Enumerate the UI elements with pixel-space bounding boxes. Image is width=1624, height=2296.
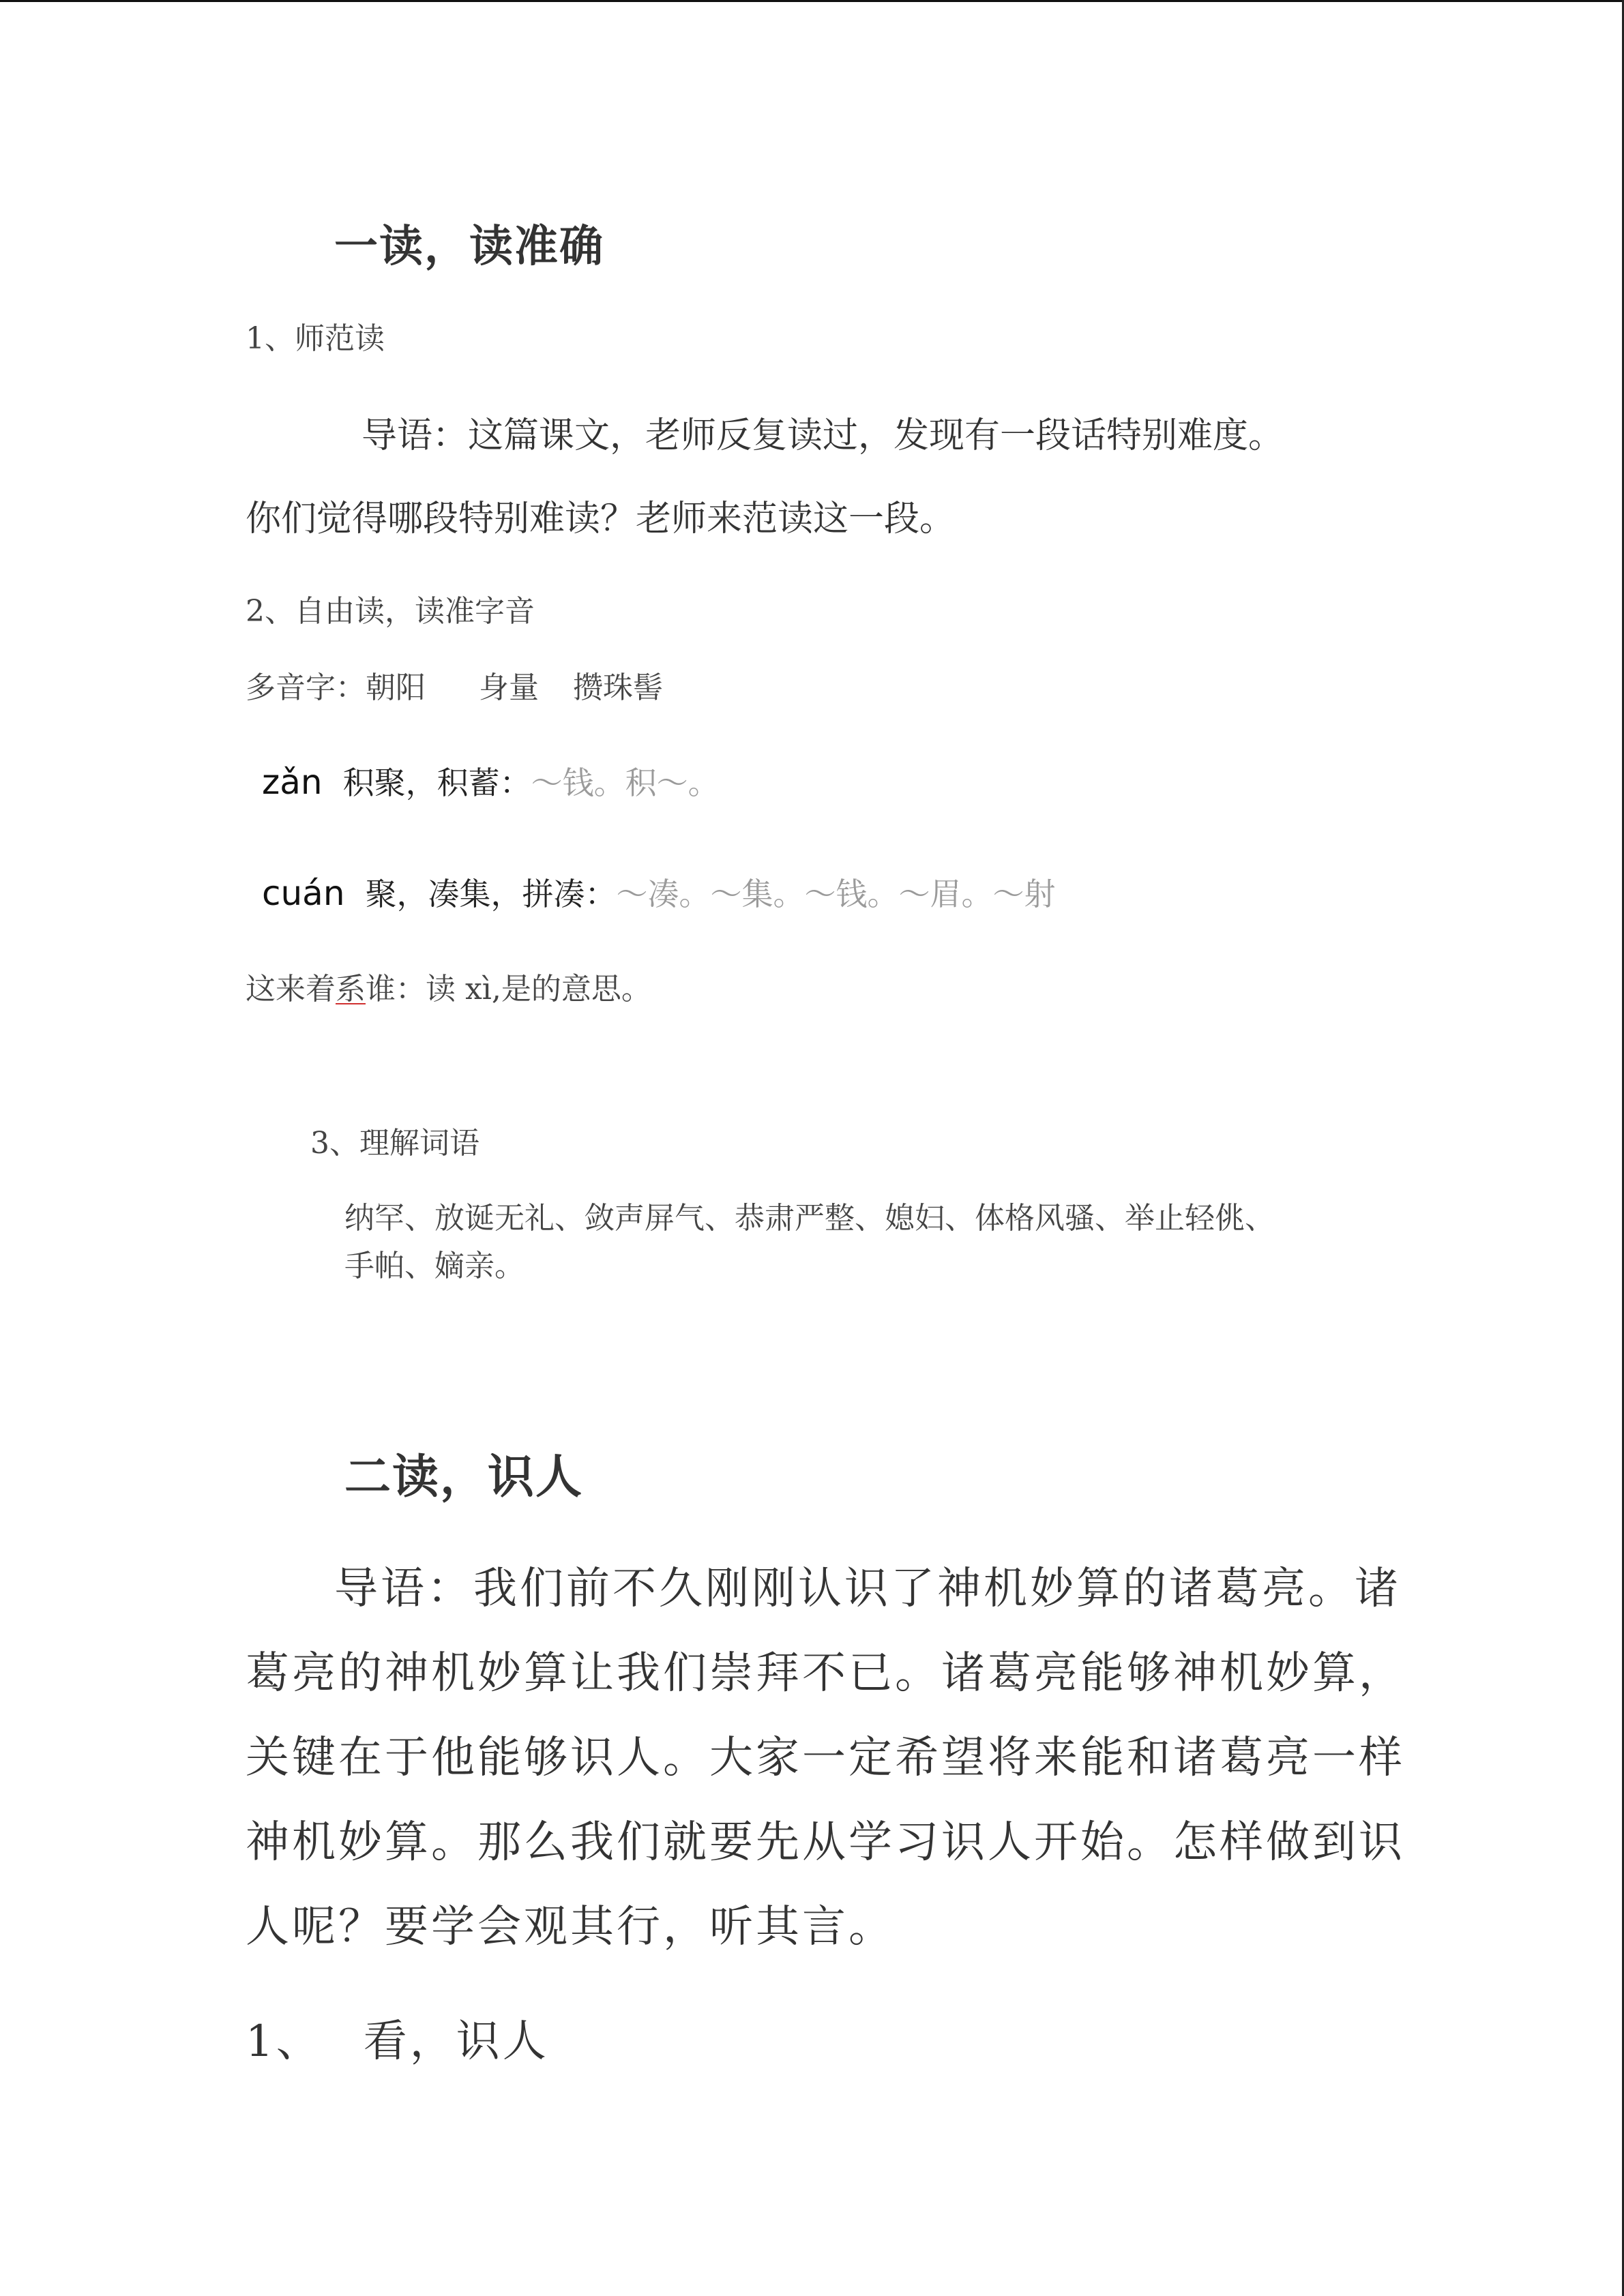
polyphonic-word: 身量 xyxy=(479,670,539,705)
xi-note xyxy=(246,964,651,1008)
page-top-border xyxy=(0,0,1624,2)
polyphonic-label: 多音字： xyxy=(246,670,366,705)
section2-item1-text: 看，识人 xyxy=(363,2016,549,2067)
section2-guide-line: 葛亮的神机妙算让我们崇拜不已。诸葛亮能够神机妙算， xyxy=(246,1648,1405,1699)
cuan-examples: ～凑。～集。～钱。～眉。～射 xyxy=(616,876,1056,912)
section1-guide-line2: 你们觉得哪段特别难读？老师来范读这一段。 xyxy=(246,498,956,539)
polyphonic-line xyxy=(246,663,663,706)
section2-item1-number: 1、 xyxy=(246,2016,323,2067)
section2-guide-line: 导语：我们前不久刚刚认识了神机妙算的诸葛亮。诸 xyxy=(334,1564,1401,1614)
vocab-line2: 手帕、嫡亲。 xyxy=(344,1249,525,1283)
xi-note-before: 这来着 xyxy=(246,972,336,1007)
cuan-definition: 聚，凑集，拼凑： xyxy=(365,876,617,912)
section1-item3: 3、理解词语 xyxy=(310,1126,479,1161)
zan-definition: 积聚，积蓄： xyxy=(342,764,531,801)
section1-heading: 一读，读准确 xyxy=(334,221,604,272)
zan-entry xyxy=(262,758,720,803)
section1-guide-line1: 导语：这篇课文，老师反复读过，发现有一段话特别难度。 xyxy=(361,415,1284,456)
zan-examples: ～钱。积～。 xyxy=(531,764,720,801)
xi-note-after: 谁：读 xì,是的意思。 xyxy=(366,972,651,1007)
section2-heading: 二读，识人 xyxy=(344,1450,584,1504)
section1-item1: 1、师范读 xyxy=(246,321,385,356)
vocab-line1: 纳罕、放诞无礼、敛声屏气、恭肃严整、媳妇、体格风骚、举止轻佻、 xyxy=(344,1201,1275,1236)
zan-pinyin: zǎn xyxy=(262,762,323,802)
section2-guide-line: 关键在于他能够识人。大家一定希望将来能和诸葛亮一样 xyxy=(246,1733,1405,1783)
cuan-pinyin: cuán xyxy=(262,874,345,913)
polyphonic-word: 朝阳 xyxy=(366,670,426,705)
xi-note-char: 系 xyxy=(336,972,366,1007)
section2-item1 xyxy=(246,2006,549,2069)
section1-item2: 2、自由读，读准字音 xyxy=(246,594,535,629)
cuan-entry xyxy=(262,869,1056,914)
section2-guide-line: 神机妙算。那么我们就要先从学习识人开始。怎样做到识 xyxy=(246,1817,1405,1868)
section2-guide-line: 人呢？要学会观其行，听其言。 xyxy=(246,1902,895,1952)
polyphonic-word: 攒珠髻 xyxy=(573,670,663,705)
